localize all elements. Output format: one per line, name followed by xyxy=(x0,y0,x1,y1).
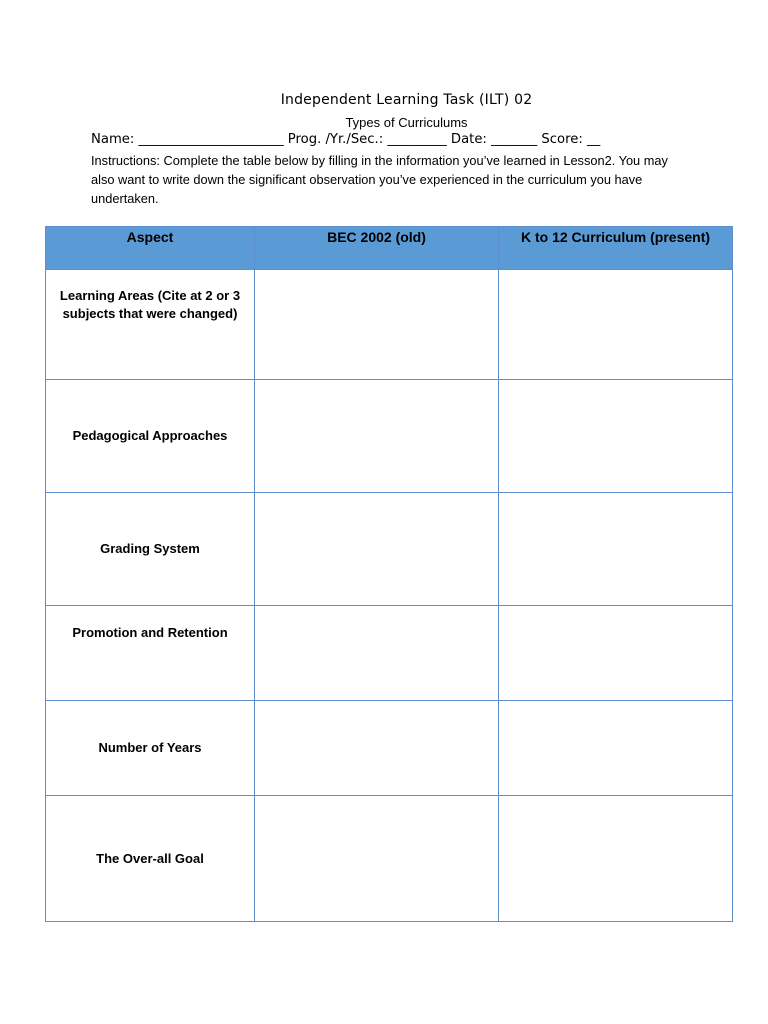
aspect-cell: Grading System xyxy=(46,493,255,606)
bec-2002-answer-cell[interactable] xyxy=(255,270,499,380)
table-row xyxy=(46,270,733,380)
aspect-cell: Number of Years xyxy=(46,701,255,796)
student-info-fields: Name: ______________________ Prog. /Yr./Sec.: _________ Date: _______ Score: __ xyxy=(91,132,601,147)
page-subtitle: Types of Curriculums xyxy=(345,115,468,130)
instructions-text: Instructions: Complete the table below by filling in the information you’ve learned in Lesson2. You may also want to write down the significant observation you’ve experienced in the curriculum you have undertaken. xyxy=(91,153,668,206)
column-header-aspect: Aspect xyxy=(46,227,255,270)
table-row xyxy=(46,380,733,493)
table-row xyxy=(46,796,733,922)
table-row xyxy=(46,493,733,606)
curriculum-comparison-table xyxy=(45,226,733,922)
aspect-cell: The Over-all Goal xyxy=(46,796,255,922)
table-row xyxy=(46,606,733,701)
k-to-12-answer-cell[interactable] xyxy=(499,796,733,922)
table-header-row xyxy=(46,227,733,270)
bec-2002-answer-cell[interactable] xyxy=(255,380,499,493)
aspect-cell: Promotion and Retention xyxy=(46,606,255,701)
k-to-12-answer-cell[interactable] xyxy=(499,493,733,606)
aspect-cell: Pedagogical Approaches xyxy=(46,380,255,493)
k-to-12-answer-cell[interactable] xyxy=(499,606,733,701)
bec-2002-answer-cell[interactable] xyxy=(255,493,499,606)
k-to-12-answer-cell[interactable] xyxy=(499,380,733,493)
table-row xyxy=(46,701,733,796)
bec-2002-answer-cell[interactable] xyxy=(255,796,499,922)
bec-2002-answer-cell[interactable] xyxy=(255,606,499,701)
aspect-cell: Learning Areas (Cite at 2 or 3 subjects that were changed) xyxy=(46,270,255,380)
bec-2002-answer-cell[interactable] xyxy=(255,701,499,796)
page-title: Independent Learning Task (ILT) 02 xyxy=(280,92,533,108)
k-to-12-answer-cell[interactable] xyxy=(499,701,733,796)
k-to-12-answer-cell[interactable] xyxy=(499,270,733,380)
column-header-bec-2002: BEC 2002 (old) xyxy=(255,227,499,270)
column-header-k-to-12: K to 12 Curriculum (present) xyxy=(499,227,733,270)
